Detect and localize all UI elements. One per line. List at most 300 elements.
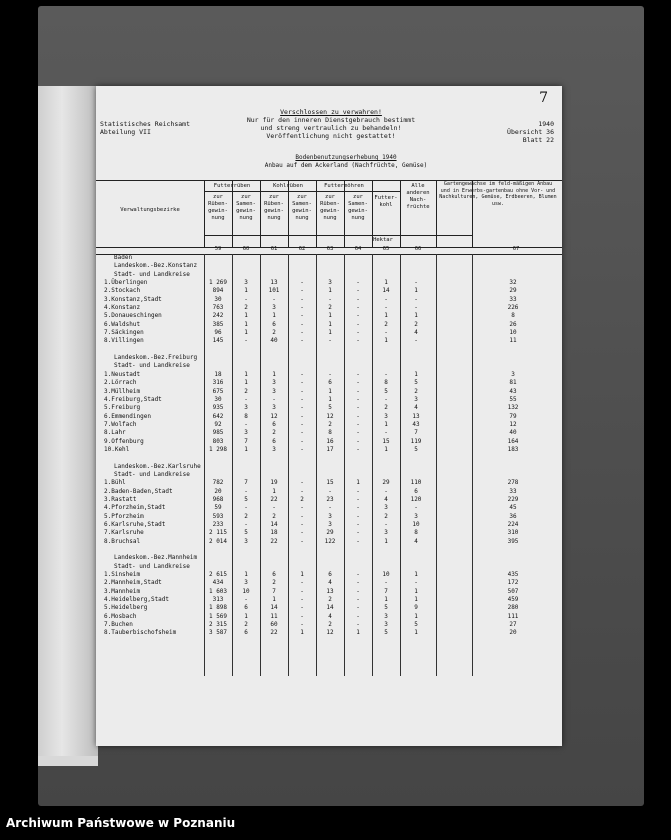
table-cell: 313 bbox=[212, 596, 224, 604]
table-cell: 2 315 bbox=[208, 621, 228, 629]
table-cell: 22 bbox=[270, 629, 278, 637]
table-row bbox=[96, 538, 562, 546]
col-district: Verwaltungsbezirke bbox=[120, 207, 180, 213]
table-row bbox=[96, 588, 562, 596]
table-cell: 763 bbox=[212, 304, 224, 312]
section-heading: Landeskom.-Bez.Mannheim bbox=[114, 554, 198, 562]
col-number: 63 bbox=[326, 246, 334, 252]
section-heading-row bbox=[96, 271, 562, 279]
table-cell: 2 bbox=[328, 621, 332, 629]
table-cell: 13 bbox=[326, 587, 334, 595]
table-row bbox=[96, 337, 562, 345]
table-cell: - bbox=[384, 487, 388, 495]
sub-seed: zur Samen-gewin-nung bbox=[292, 194, 312, 221]
table-cell: 4 bbox=[414, 537, 418, 545]
table-cell: 3 bbox=[511, 370, 515, 378]
table-cell: 3 bbox=[328, 521, 332, 528]
table-row bbox=[96, 287, 562, 295]
table-cell: 1 bbox=[384, 312, 388, 320]
table-cell: 23 bbox=[326, 495, 334, 503]
table-cell: 145 bbox=[212, 337, 224, 345]
table-cell: 33 bbox=[509, 295, 517, 303]
table-cell: 8 bbox=[384, 379, 388, 387]
table-cell: 2 bbox=[244, 304, 248, 312]
table-cell: 229 bbox=[507, 495, 519, 503]
table-cell: 5 bbox=[384, 387, 388, 395]
table-cell: - bbox=[356, 370, 360, 378]
table-cell: 40 bbox=[270, 337, 278, 345]
table-cell: 3 bbox=[384, 612, 388, 620]
section-heading: Landeskom.-Bez.Freiburg bbox=[114, 354, 198, 362]
table-cell: 2 bbox=[244, 387, 248, 395]
table-cell: 1 bbox=[414, 629, 418, 637]
table-cell: 6 bbox=[272, 437, 276, 445]
district-name: 2.Stockach bbox=[104, 287, 141, 295]
district-name: 4.Konstanz bbox=[104, 304, 141, 312]
section-heading: Baden bbox=[114, 254, 133, 261]
table-cell: 18 bbox=[270, 529, 278, 537]
district-name: 8.Villingen bbox=[104, 337, 144, 345]
table-cell: 935 bbox=[212, 404, 224, 412]
table-cell: 16 bbox=[326, 437, 334, 445]
district-name: 7.Buchen bbox=[104, 621, 133, 629]
table-cell: 2 bbox=[414, 320, 418, 328]
table-cell: - bbox=[356, 279, 360, 287]
table-cell: - bbox=[244, 487, 248, 495]
table-cell: 1 298 bbox=[208, 445, 228, 453]
table-cell: 3 bbox=[272, 379, 276, 387]
table-row bbox=[96, 521, 562, 529]
table-cell: 3 bbox=[414, 512, 418, 520]
table-cell: - bbox=[272, 504, 276, 512]
table-cell: - bbox=[300, 379, 304, 387]
table-cell: - bbox=[356, 604, 360, 612]
sub-seed: zur Samen-gewin-nung bbox=[348, 194, 368, 221]
table-cell: - bbox=[356, 571, 360, 579]
table-cell: - bbox=[356, 437, 360, 445]
district-name: 5.Donaueschingen bbox=[104, 312, 162, 320]
table-cell: 2 bbox=[384, 404, 388, 412]
table-row bbox=[96, 429, 562, 437]
table-cell: 1 bbox=[328, 329, 332, 337]
survey-subject: Anbau auf dem Ackerland (Nachfrüchte, Gemüse) bbox=[264, 162, 428, 169]
table-cell: 164 bbox=[507, 437, 519, 445]
section-heading-row bbox=[96, 563, 562, 571]
table-cell: 1 bbox=[328, 320, 332, 328]
table-cell: 3 bbox=[384, 621, 388, 629]
table-row bbox=[96, 279, 562, 287]
sub-seed: zur Samen-gewin-nung bbox=[236, 194, 256, 221]
table-cell: 782 bbox=[212, 479, 224, 487]
table-row bbox=[96, 388, 562, 396]
table-cell: 6 bbox=[328, 571, 332, 579]
table-cell: - bbox=[300, 395, 304, 403]
table-cell: 1 bbox=[328, 287, 332, 295]
table-cell: - bbox=[300, 479, 304, 487]
table-cell: 11 bbox=[270, 612, 278, 620]
table-cell: 2 bbox=[328, 596, 332, 604]
table-cell: 40 bbox=[509, 429, 517, 437]
table-cell: 1 bbox=[328, 395, 332, 403]
table-cell: - bbox=[414, 337, 418, 345]
district-name: 1.Bühl bbox=[104, 479, 126, 487]
table-cell: 4 bbox=[328, 612, 332, 620]
district-name: 1.Sinsheim bbox=[104, 571, 141, 579]
col-number: 65 bbox=[382, 246, 390, 252]
table-cell: 2 bbox=[328, 304, 332, 312]
table-cell: 122 bbox=[324, 537, 336, 545]
table-cell: - bbox=[244, 521, 248, 528]
table-cell: 12 bbox=[270, 412, 278, 420]
table-cell: - bbox=[356, 621, 360, 629]
table-cell: 280 bbox=[507, 604, 519, 612]
table-cell: 1 bbox=[384, 279, 388, 287]
table-cell: 79 bbox=[509, 412, 517, 420]
table-row bbox=[96, 346, 562, 354]
table-cell: - bbox=[384, 295, 388, 303]
table-cell: 459 bbox=[507, 596, 519, 604]
col-number: 61 bbox=[270, 246, 278, 252]
table-cell: 233 bbox=[212, 521, 224, 528]
agency-header bbox=[100, 120, 190, 136]
table-cell: 1 bbox=[356, 629, 360, 637]
table-cell: - bbox=[244, 504, 248, 512]
table-cell: - bbox=[300, 420, 304, 428]
table-cell: - bbox=[356, 512, 360, 520]
table-cell: 3 bbox=[414, 395, 418, 403]
table-cell: 1 bbox=[244, 329, 248, 337]
table-cell: 60 bbox=[270, 621, 278, 629]
page-number-mark: 7 bbox=[539, 90, 548, 106]
table-cell: 119 bbox=[410, 437, 422, 445]
district-name: 8.Lahr bbox=[104, 429, 126, 437]
table-cell: 5 bbox=[328, 404, 332, 412]
table-cell: 2 615 bbox=[208, 571, 228, 579]
table-cell: 8 bbox=[414, 529, 418, 537]
table-cell: - bbox=[384, 521, 388, 528]
table-cell: 3 bbox=[272, 304, 276, 312]
table-cell: 5 bbox=[414, 445, 418, 453]
table-cell: - bbox=[356, 395, 360, 403]
table-cell: - bbox=[414, 304, 418, 312]
table-cell: - bbox=[356, 304, 360, 312]
table-cell: 9 bbox=[414, 604, 418, 612]
table-cell: 1 bbox=[244, 312, 248, 320]
table-cell: - bbox=[300, 437, 304, 445]
table-cell: 1 bbox=[414, 571, 418, 579]
section-heading: Stadt- und Landkreise bbox=[114, 470, 190, 478]
table-row bbox=[96, 488, 562, 496]
table-cell: - bbox=[356, 596, 360, 604]
document-sheet bbox=[96, 86, 562, 746]
table-cell: 5 bbox=[414, 621, 418, 629]
table-cell: 96 bbox=[214, 329, 222, 337]
table-cell: 6 bbox=[328, 379, 332, 387]
table-cell: 1 bbox=[356, 479, 360, 487]
table-cell: - bbox=[272, 395, 276, 403]
section-heading-row bbox=[96, 354, 562, 362]
table-cell: - bbox=[300, 529, 304, 537]
table-cell: - bbox=[300, 512, 304, 520]
table-row bbox=[96, 421, 562, 429]
table-cell: - bbox=[328, 370, 332, 378]
table-cell: 1 bbox=[328, 312, 332, 320]
table-cell: - bbox=[356, 287, 360, 295]
table-cell: - bbox=[356, 412, 360, 420]
table-cell: 22 bbox=[270, 495, 278, 503]
section-heading-row bbox=[96, 554, 562, 562]
table-cell: - bbox=[356, 337, 360, 345]
table-cell: 30 bbox=[214, 395, 222, 403]
table-cell: - bbox=[328, 295, 332, 303]
col-number: 67 bbox=[512, 246, 520, 252]
table-cell: 435 bbox=[507, 571, 519, 579]
table-row bbox=[96, 604, 562, 612]
table-cell: 7 bbox=[272, 587, 276, 595]
col-number: 64 bbox=[354, 246, 362, 252]
table-cell: 5 bbox=[384, 604, 388, 612]
adjacent-page-edge bbox=[38, 756, 98, 766]
table-cell: 17 bbox=[326, 445, 334, 453]
section-heading: Stadt- und Landkreise bbox=[114, 362, 190, 370]
sub-root: zur Rüben-gewin-nung bbox=[320, 194, 340, 221]
table-cell: - bbox=[300, 596, 304, 604]
table-cell: 110 bbox=[410, 479, 422, 487]
table-cell: 1 bbox=[244, 571, 248, 579]
table-cell: - bbox=[356, 579, 360, 587]
table-cell: 2 bbox=[300, 495, 304, 503]
table-cell: 226 bbox=[507, 304, 519, 312]
table-cell: - bbox=[300, 304, 304, 312]
section-heading: Stadt- und Landkreise bbox=[114, 562, 190, 570]
district-name: 3.Konstanz,Stadt bbox=[104, 295, 162, 303]
table-cell: 13 bbox=[270, 279, 278, 287]
table-cell: 33 bbox=[509, 487, 517, 495]
district-name: 7.Säckingen bbox=[104, 329, 144, 337]
sheet-reference bbox=[507, 120, 554, 144]
table-cell: 43 bbox=[509, 387, 517, 395]
table-row bbox=[96, 571, 562, 579]
table-cell: 2 bbox=[384, 320, 388, 328]
table-row bbox=[96, 446, 562, 454]
table-cell: 1 bbox=[384, 420, 388, 428]
table-cell: 3 bbox=[272, 387, 276, 395]
table-cell: 22 bbox=[270, 537, 278, 545]
col-fodder-cabbage: Futter-kohl bbox=[374, 195, 398, 208]
table-cell: 2 bbox=[384, 512, 388, 520]
section-heading-row bbox=[96, 262, 562, 270]
table-cell: - bbox=[300, 604, 304, 612]
district-name: 3.Müllheim bbox=[104, 387, 141, 395]
table-cell: 11 bbox=[509, 337, 517, 345]
table-cell: 29 bbox=[509, 287, 517, 295]
table-cell: - bbox=[356, 429, 360, 437]
col-garden: Gartengewächse im feld-mäßigen Anbau und in Erwerbs-gartenbau ohne Vor- und Nachkulturen, Gemüse, Erdbeeren, Blumen usw. bbox=[439, 181, 557, 207]
table-cell: - bbox=[300, 279, 304, 287]
table-cell: 1 bbox=[244, 287, 248, 295]
table-cell: 18 bbox=[214, 370, 222, 378]
table-cell: 1 bbox=[384, 596, 388, 604]
table-cell: 1 bbox=[414, 587, 418, 595]
table-cell: - bbox=[328, 504, 332, 512]
table-cell: 2 bbox=[414, 387, 418, 395]
table-cell: 15 bbox=[382, 437, 390, 445]
table-cell: - bbox=[272, 295, 276, 303]
table-row bbox=[96, 454, 562, 462]
table-cell: 3 bbox=[244, 537, 248, 545]
table-cell: 81 bbox=[509, 379, 517, 387]
table-row bbox=[96, 329, 562, 337]
table-cell: - bbox=[414, 279, 418, 287]
table-cell: - bbox=[300, 445, 304, 453]
table-cell: - bbox=[300, 404, 304, 412]
survey-title: Bodenbenutzungserhebung 1940 bbox=[295, 154, 397, 161]
table-cell: - bbox=[300, 295, 304, 303]
table-cell: - bbox=[300, 621, 304, 629]
col-kohlrueben: Kohlrüben bbox=[273, 183, 303, 189]
table-cell: 507 bbox=[507, 587, 519, 595]
table-cell: - bbox=[300, 504, 304, 512]
table-cell: 20 bbox=[509, 629, 517, 637]
table-cell: - bbox=[244, 395, 248, 403]
table-cell: 19 bbox=[270, 479, 278, 487]
table-cell: - bbox=[300, 487, 304, 495]
col-number: 60 bbox=[242, 246, 250, 252]
district-name: 2.Mannheim,Stadt bbox=[104, 579, 162, 587]
table-cell: 6 bbox=[272, 420, 276, 428]
table-row bbox=[96, 629, 562, 637]
table-cell: - bbox=[384, 304, 388, 312]
table-cell: 6 bbox=[244, 629, 248, 637]
table-cell: 15 bbox=[326, 479, 334, 487]
table-cell: 985 bbox=[212, 429, 224, 437]
table-cell: 3 bbox=[384, 412, 388, 420]
table-cell: - bbox=[356, 404, 360, 412]
district-name: 6.Waldshut bbox=[104, 320, 141, 328]
table-cell: 10 bbox=[242, 587, 250, 595]
table-cell: 1 bbox=[414, 596, 418, 604]
table-cell: 434 bbox=[212, 579, 224, 587]
district-name: 6.Mosbach bbox=[104, 612, 137, 620]
table-cell: 593 bbox=[212, 512, 224, 520]
table-cell: 3 bbox=[244, 404, 248, 412]
table-row bbox=[96, 379, 562, 387]
table-cell: 14 bbox=[326, 604, 334, 612]
table-cell: 1 bbox=[414, 370, 418, 378]
table-row bbox=[96, 529, 562, 537]
table-cell: - bbox=[384, 429, 388, 437]
section-heading: Landeskom.-Bez.Konstanz bbox=[114, 262, 198, 270]
table-cell: 4 bbox=[414, 329, 418, 337]
table-cell: 2 bbox=[272, 429, 276, 437]
col-number: 66 bbox=[414, 246, 422, 252]
table-cell: - bbox=[356, 295, 360, 303]
table-cell: - bbox=[244, 420, 248, 428]
district-name: 1.Überlingen bbox=[104, 279, 148, 287]
table-cell: 3 bbox=[384, 504, 388, 512]
agency-department: Abteilung VII bbox=[100, 128, 151, 136]
table-cell: - bbox=[356, 379, 360, 387]
table-row bbox=[96, 304, 562, 312]
table-row bbox=[96, 496, 562, 504]
table-cell: 3 bbox=[244, 429, 248, 437]
table-cell: 2 bbox=[272, 329, 276, 337]
table-cell: 1 bbox=[300, 571, 304, 579]
col-other: Alle anderen Nach-früchte bbox=[406, 183, 430, 210]
section-heading-row bbox=[96, 362, 562, 370]
table-cell: 7 bbox=[384, 587, 388, 595]
table-cell: 7 bbox=[244, 479, 248, 487]
table-cell: 3 bbox=[244, 579, 248, 587]
table-cell: - bbox=[356, 612, 360, 620]
district-name: 3.Mannheim bbox=[104, 587, 141, 595]
table-cell: 101 bbox=[268, 287, 280, 295]
table-cell: - bbox=[356, 312, 360, 320]
district-name: 8.Bruchsal bbox=[104, 537, 141, 545]
table-cell: 316 bbox=[212, 379, 224, 387]
table-cell: - bbox=[300, 370, 304, 378]
section-heading-row bbox=[96, 254, 562, 262]
table-cell: - bbox=[384, 579, 388, 587]
district-name: 2.Lörrach bbox=[104, 379, 137, 387]
table-cell: 3 bbox=[328, 512, 332, 520]
table-cell: 1 bbox=[244, 445, 248, 453]
table-cell: 1 bbox=[272, 487, 276, 495]
table-cell: 2 bbox=[244, 621, 248, 629]
district-name: 5.Pforzheim bbox=[104, 512, 144, 520]
table-cell: 5 bbox=[384, 629, 388, 637]
table-cell: 3 bbox=[384, 529, 388, 537]
table-cell: 1 bbox=[272, 596, 276, 604]
table-cell: 20 bbox=[214, 487, 222, 495]
table-cell: 27 bbox=[509, 621, 517, 629]
table-cell: 642 bbox=[212, 412, 224, 420]
col-number: 59 bbox=[214, 246, 222, 252]
table-row bbox=[96, 396, 562, 404]
table-cell: 2 bbox=[328, 420, 332, 428]
table-cell: 385 bbox=[212, 320, 224, 328]
table-cell: 6 bbox=[272, 320, 276, 328]
table-cell: 2 115 bbox=[208, 529, 228, 537]
table-cell: - bbox=[356, 445, 360, 453]
table-row bbox=[96, 579, 562, 587]
table-cell: 7 bbox=[414, 429, 418, 437]
restriction-notice bbox=[216, 108, 446, 140]
table-row bbox=[96, 513, 562, 521]
table-cell: 1 bbox=[414, 612, 418, 620]
table-cell: - bbox=[414, 295, 418, 303]
table-cell: 6 bbox=[272, 571, 276, 579]
table-cell: - bbox=[300, 521, 304, 528]
section-heading: Landeskom.-Bez.Karlsruhe bbox=[114, 462, 201, 470]
table-cell: 3 587 bbox=[208, 629, 228, 637]
table-cell: 132 bbox=[507, 404, 519, 412]
table-cell: 3 bbox=[328, 279, 332, 287]
district-name: 6.Emmendingen bbox=[104, 412, 151, 420]
table-cell: 172 bbox=[507, 579, 519, 587]
col-fodder-carrot: Futtermöhren bbox=[324, 183, 364, 189]
table-cell: 1 bbox=[384, 537, 388, 545]
table-row bbox=[96, 621, 562, 629]
table-cell: 894 bbox=[212, 287, 224, 295]
district-name: 3.Rastatt bbox=[104, 495, 137, 503]
table-cell: - bbox=[300, 579, 304, 587]
table-cell: 1 bbox=[328, 387, 332, 395]
table-cell: 4 bbox=[328, 579, 332, 587]
table-cell: - bbox=[384, 370, 388, 378]
table-cell: - bbox=[300, 537, 304, 545]
table-cell: - bbox=[300, 429, 304, 437]
